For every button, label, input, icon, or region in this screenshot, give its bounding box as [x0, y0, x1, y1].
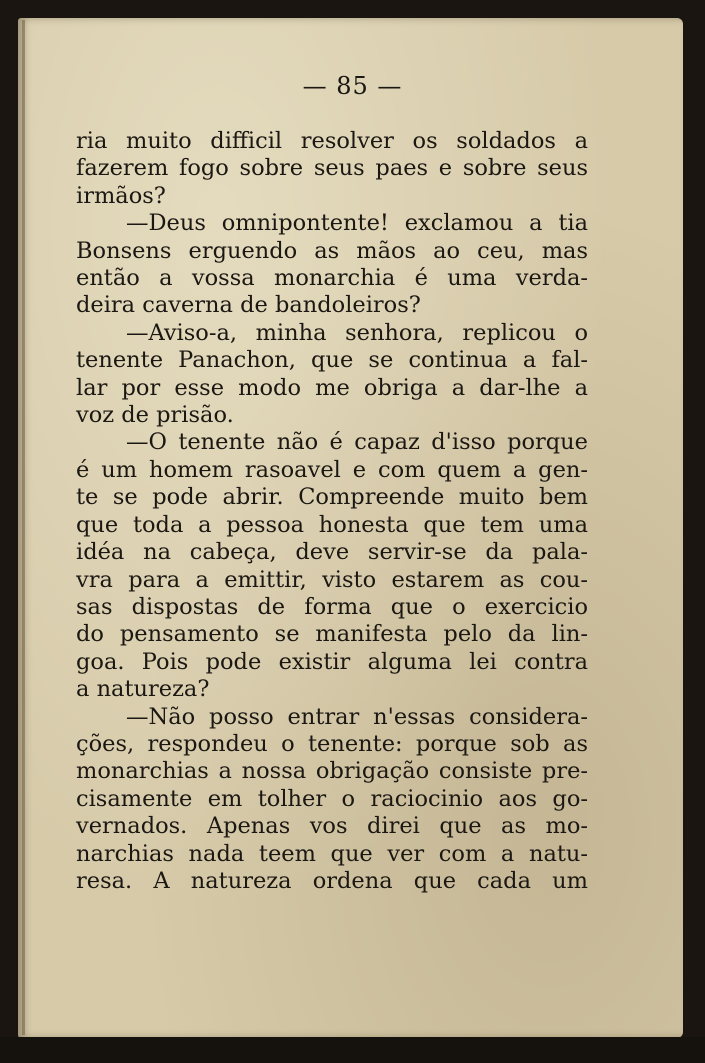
- text-line: —Não posso entrar n'essas considera-: [126, 703, 588, 730]
- text-line: deira caverna de bandoleiros?: [76, 292, 421, 319]
- text-line: idéa na cabeça, deve servir-se da pala-: [76, 539, 588, 566]
- page-gutter: [22, 20, 25, 1035]
- text-line: sas dispostas de forma que o exercicio: [76, 593, 588, 620]
- text-line: que toda a pessoa honesta que tem uma: [76, 511, 588, 538]
- text-line: ções, respondeu o tenente: porque sob as: [76, 730, 588, 757]
- text-line: —Aviso-a, minha senhora, replicou o: [126, 319, 588, 346]
- text-line: —Deus omnipontente! exclamou a tia: [126, 210, 588, 237]
- text-line: do pensamento se manifesta pelo da lin-: [76, 621, 588, 648]
- text-line: —O tenente não é capaz d'isso porque: [126, 429, 588, 456]
- text-line: goa. Pois pode existir alguma lei contra: [76, 648, 588, 675]
- page-bottom-edge: [0, 1037, 705, 1063]
- text-line: vernados. Apenas vos direi que as mo-: [76, 813, 588, 840]
- text-line: ria muito difficil resolver os soldados a: [76, 128, 588, 154]
- body-text: [76, 128, 588, 895]
- text-line: monarchias a nossa obrigação consiste pre-: [76, 758, 588, 785]
- text-line: te se pode abrir. Compreende muito bem: [76, 484, 588, 511]
- text-line: narchias nada teem que ver com a natu-: [76, 840, 588, 867]
- text-line: vra para a emittir, visto estarem as cou-: [76, 566, 588, 593]
- text-line: lar por esse modo me obriga a dar-lhe a: [76, 374, 588, 401]
- text-line: irmãos?: [76, 182, 166, 209]
- text-line: fazerem fogo sobre seus paes e sobre seus: [76, 155, 588, 182]
- text-line: cisamente em tolher o raciocinio aos go-: [76, 785, 588, 812]
- text-line: voz de prisão.: [76, 402, 234, 429]
- page-number: — 85 —: [302, 72, 403, 100]
- text-line: é um homem rasoavel e com quem a gen-: [76, 456, 588, 483]
- text-line: a natureza?: [76, 676, 210, 703]
- text-line: tenente Panachon, que se continua a fal-: [76, 347, 588, 374]
- text-line: Bonsens erguendo as mãos ao ceu, mas: [76, 237, 588, 264]
- text-line: então a vossa monarchia é uma verda-: [76, 265, 588, 292]
- text-line: resa. A natureza ordena que cada um: [76, 867, 588, 894]
